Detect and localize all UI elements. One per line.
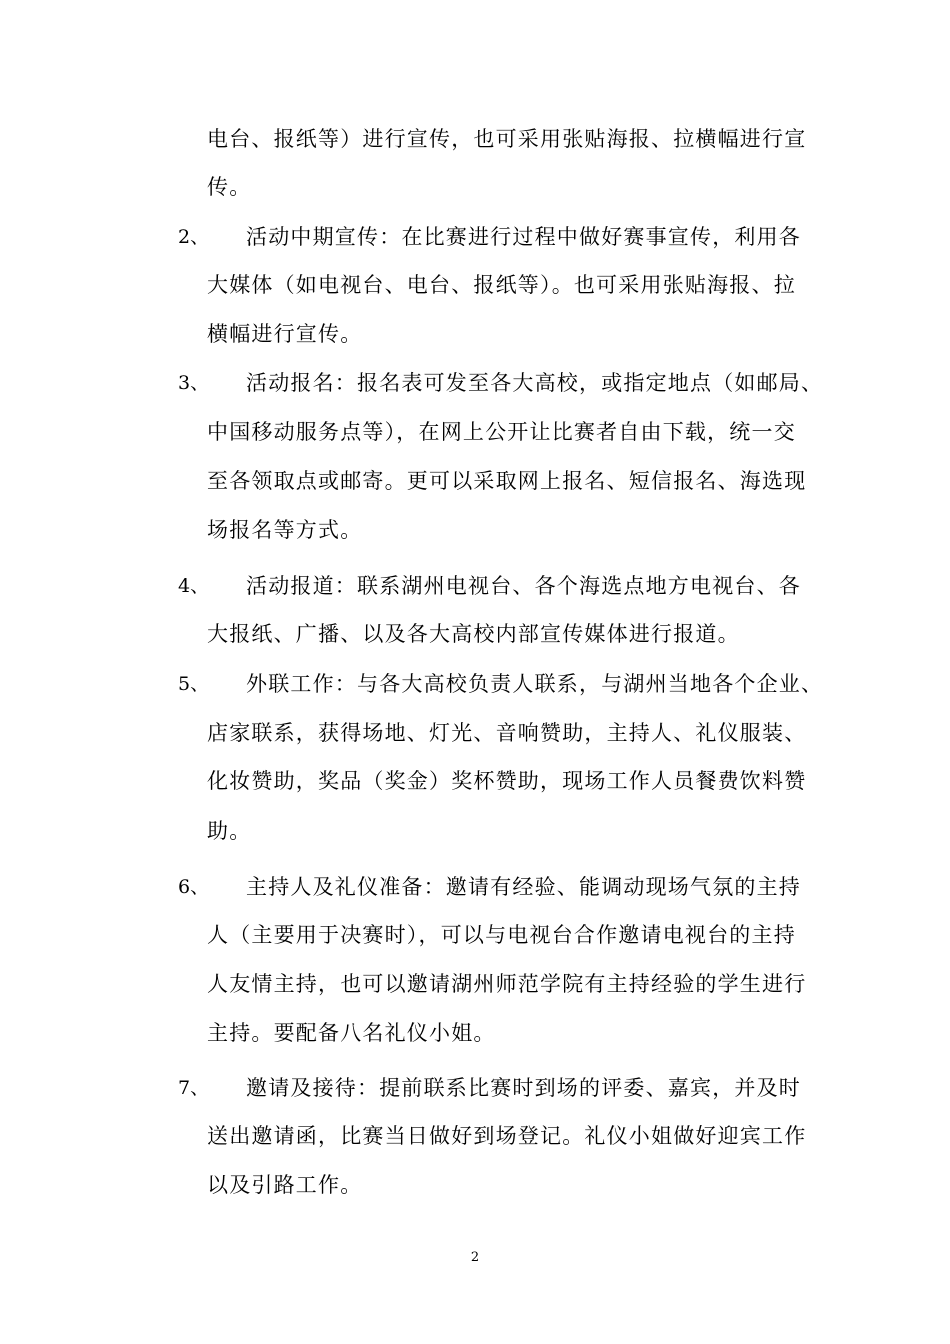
text-line: 外联工作：与各大高校负责人联系，与湖州当地各个企业、: [246, 672, 824, 696]
text-line: 主持。要配备八名礼仪小姐。: [207, 1021, 496, 1045]
list-item-number: 4、: [178, 575, 210, 597]
text-line: 大报纸、广播、以及各大高校内部宣传媒体进行报道。: [207, 622, 740, 646]
text-line: 至各领取点或邮寄。更可以采取网上报名、短信报名、海选现: [207, 469, 807, 493]
text-line: 大媒体（如电视台、电台、报纸等）。也可采用张贴海报、拉: [207, 273, 796, 297]
text-line: 传。: [207, 175, 252, 199]
text-line: 横幅进行宣传。: [207, 322, 363, 346]
text-line: 活动报道：联系湖州电视台、各个海选点地方电视台、各: [246, 574, 801, 598]
page-number: 2: [470, 1250, 480, 1265]
text-line: 以及引路工作。: [207, 1173, 363, 1197]
text-line: 店家联系，获得场地、灯光、音响赞助，主持人、礼仪服装、: [207, 721, 807, 745]
text-line: 活动报名：报名表可发至各大高校，或指定地点（如邮局、: [246, 371, 824, 395]
text-line: 电台、报纸等）进行宣传，也可采用张贴海报、拉横幅进行宣: [207, 127, 807, 151]
text-line: 助。: [207, 819, 252, 843]
list-item-number: 3、: [178, 372, 210, 394]
list-item-number: 2、: [178, 226, 210, 248]
text-line: 化妆赞助，奖品（奖金）奖杯赞助，现场工作人员餐费饮料赞: [207, 769, 807, 793]
text-line: 主持人及礼仪准备：邀请有经验、能调动现场气氛的主持: [246, 875, 801, 899]
text-line: 活动中期宣传：在比赛进行过程中做好赛事宣传，利用各: [246, 225, 801, 249]
list-item-number: 7、: [178, 1077, 210, 1099]
text-line: 送出邀请函，比赛当日做好到场登记。礼仪小姐做好迎宾工作: [207, 1124, 807, 1148]
text-line: 场报名等方式。: [207, 518, 363, 542]
text-line: 人友情主持，也可以邀请湖州师范学院有主持经验的学生进行: [207, 972, 807, 996]
text-line: 邀请及接待：提前联系比赛时到场的评委、嘉宾，并及时: [246, 1076, 801, 1100]
list-item-number: 6、: [178, 876, 210, 898]
list-item-number: 5、: [178, 673, 210, 695]
text-line: 中国移动服务点等），在网上公开让比赛者自由下载，统一交: [207, 420, 796, 444]
text-line: 人（主要用于决赛时），可以与电视台合作邀请电视台的主持: [207, 923, 796, 947]
